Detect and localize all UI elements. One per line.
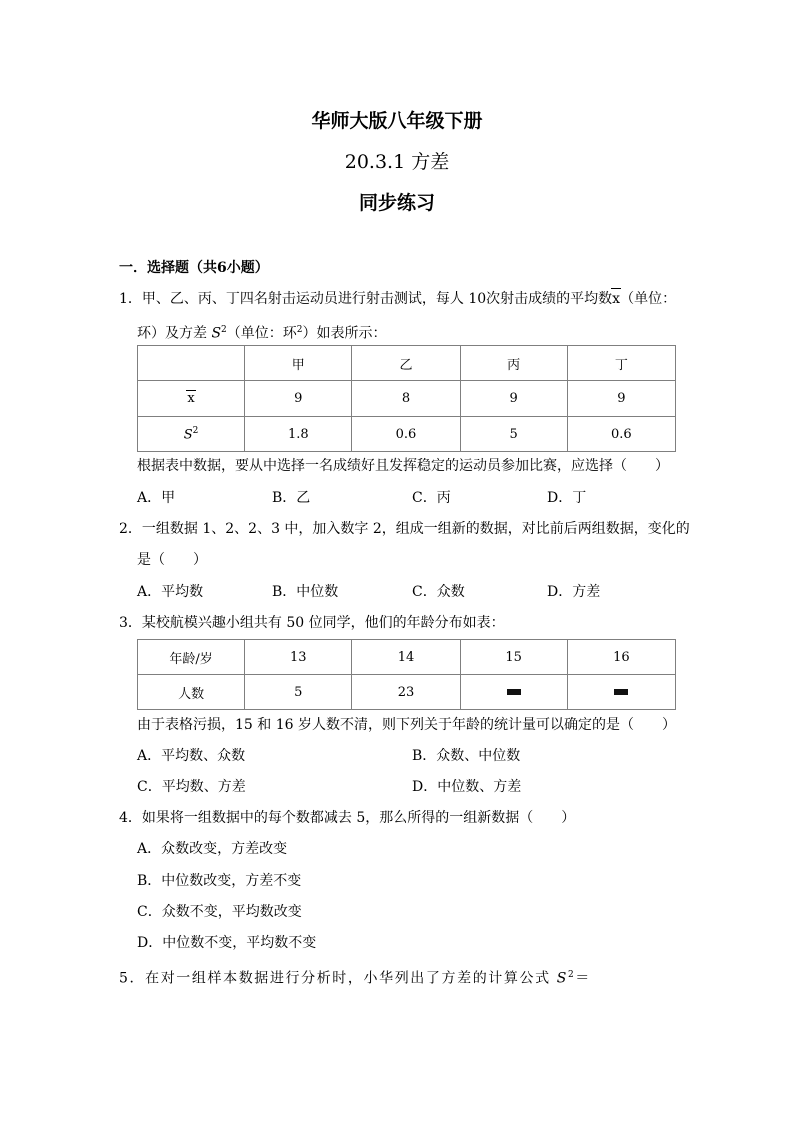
ink-smudge [614, 689, 628, 695]
q1-row-label [138, 417, 245, 452]
q1-line2 [137, 320, 387, 344]
q3-option-c: C．平均数、方差 [137, 779, 246, 795]
variance-exponent: 2 [192, 425, 199, 436]
q2-option-b: B．中位数 [272, 584, 339, 600]
document-subtitle-2: 同步练习 [358, 192, 435, 214]
q3-cell: 14 [352, 640, 460, 675]
q3-option-b: B．众数、中位数 [412, 748, 521, 764]
q1-cell: 5 [460, 417, 567, 452]
q3-cell-smudged [567, 675, 675, 710]
q1-table-header-row [138, 346, 676, 381]
q2-line1: 2．一组数据 1、2、2、3 中，加入数字 2，组成一组新的数据，对比前后两组数据，变化的 [119, 521, 690, 537]
q4-line1: 4．如果将一组数据中的每个数都减去 5，那么所得的一组新数据（ ） [119, 810, 576, 826]
variance-exponent: 2 [567, 970, 576, 980]
q3-option-a: A．平均数、众数 [137, 748, 246, 764]
q3-cell-smudged [460, 675, 567, 710]
q2-option-c: C．众数 [412, 584, 465, 600]
q1-table-row-variance [138, 417, 676, 452]
document-title: 华师大版八年级下册 [311, 110, 483, 132]
q3-row-label: 年龄/岁 [138, 640, 245, 675]
q1-question: 根据表中数据，要从中选择一名成绩好且发挥稳定的运动员参加比赛，应选择（ ） [137, 458, 669, 474]
q1-option-a: A．甲 [137, 490, 176, 506]
document-subtitle: 20.3.1 方差 [344, 151, 450, 173]
q2-option-a: A．平均数 [137, 584, 204, 600]
q1-line2-b: （单位：环 [226, 325, 297, 342]
q3-cell: 13 [245, 640, 352, 675]
q1-header-cell: 甲 [245, 346, 352, 381]
q1-cell: 9 [245, 381, 352, 417]
equals-sign: ＝ [575, 970, 591, 987]
q2-option-d: D．方差 [547, 584, 601, 600]
q1-text-a: 1．甲、乙、丙、丁四名射击运动员进行射击测试，每人 10次射击成绩的平均数 [119, 291, 613, 307]
unit-exponent: 2 [296, 325, 303, 335]
variance-symbol: S [183, 427, 193, 443]
q1-table [137, 345, 676, 452]
q3-table-count-row [138, 675, 676, 710]
q1-line1 [119, 289, 676, 309]
variance-exponent: 2 [221, 325, 227, 335]
q1-cell: 0.6 [567, 417, 675, 452]
q1-option-b: B．乙 [272, 490, 311, 506]
q1-row-label [138, 381, 245, 417]
q1-cell: 0.6 [352, 417, 460, 452]
q1-cell: 9 [567, 381, 675, 417]
q1-header-cell [138, 346, 245, 381]
variance-symbol: S [211, 325, 222, 342]
q3-cell: 5 [245, 675, 352, 710]
q3-table [137, 639, 676, 710]
q4-option-d: D．中位数不变，平均数不变 [137, 935, 317, 951]
q1-header-cell: 丙 [460, 346, 567, 381]
section-heading: 一．选择题（共6小题） [119, 260, 269, 276]
q3-line1: 3．某校航模兴趣小组共有 50 位同学，他们的年龄分布如表： [119, 615, 505, 631]
q2-line2: 是（ ） [137, 552, 207, 568]
q1-option-c: C．丙 [412, 490, 451, 506]
q4-option-a: A．众数改变，方差改变 [137, 841, 288, 857]
q1-cell: 1.8 [245, 417, 352, 452]
q1-cell: 9 [460, 381, 567, 417]
q3-cell: 15 [460, 640, 567, 675]
q3-cell: 16 [567, 640, 675, 675]
q5-line1 [119, 965, 676, 989]
q1-table-row-mean [138, 381, 676, 417]
ink-smudge [507, 689, 521, 695]
q1-line2-c: ）如表所示： [302, 325, 387, 342]
q1-option-d: D．丁 [547, 490, 587, 506]
q1-header-cell: 丁 [567, 346, 675, 381]
q3-row-label: 人数 [138, 675, 245, 710]
mean-symbol: x [187, 391, 195, 406]
q5-text: 5．在对一组样本数据进行分析时，小华列出了方差的计算公式 [119, 970, 557, 987]
q1-line2-a: 环）及方差 [137, 325, 212, 342]
variance-symbol: S [556, 970, 568, 987]
q3-cell: 23 [352, 675, 460, 710]
q1-text-b: （单位： [620, 291, 677, 307]
mean-symbol: x [612, 291, 621, 307]
q4-option-c: C．众数不变，平均数改变 [137, 904, 302, 920]
q3-question: 由于表格污损，15 和 16 岁人数不清，则下列关于年龄的统计量可以确定的是（ ） [137, 717, 676, 733]
q4-option-b: B．中位数改变，方差不变 [137, 873, 302, 889]
q1-header-cell: 乙 [352, 346, 460, 381]
q1-cell: 8 [352, 381, 460, 417]
q3-option-d: D．中位数、方差 [412, 779, 522, 795]
q3-table-age-row [138, 640, 676, 675]
